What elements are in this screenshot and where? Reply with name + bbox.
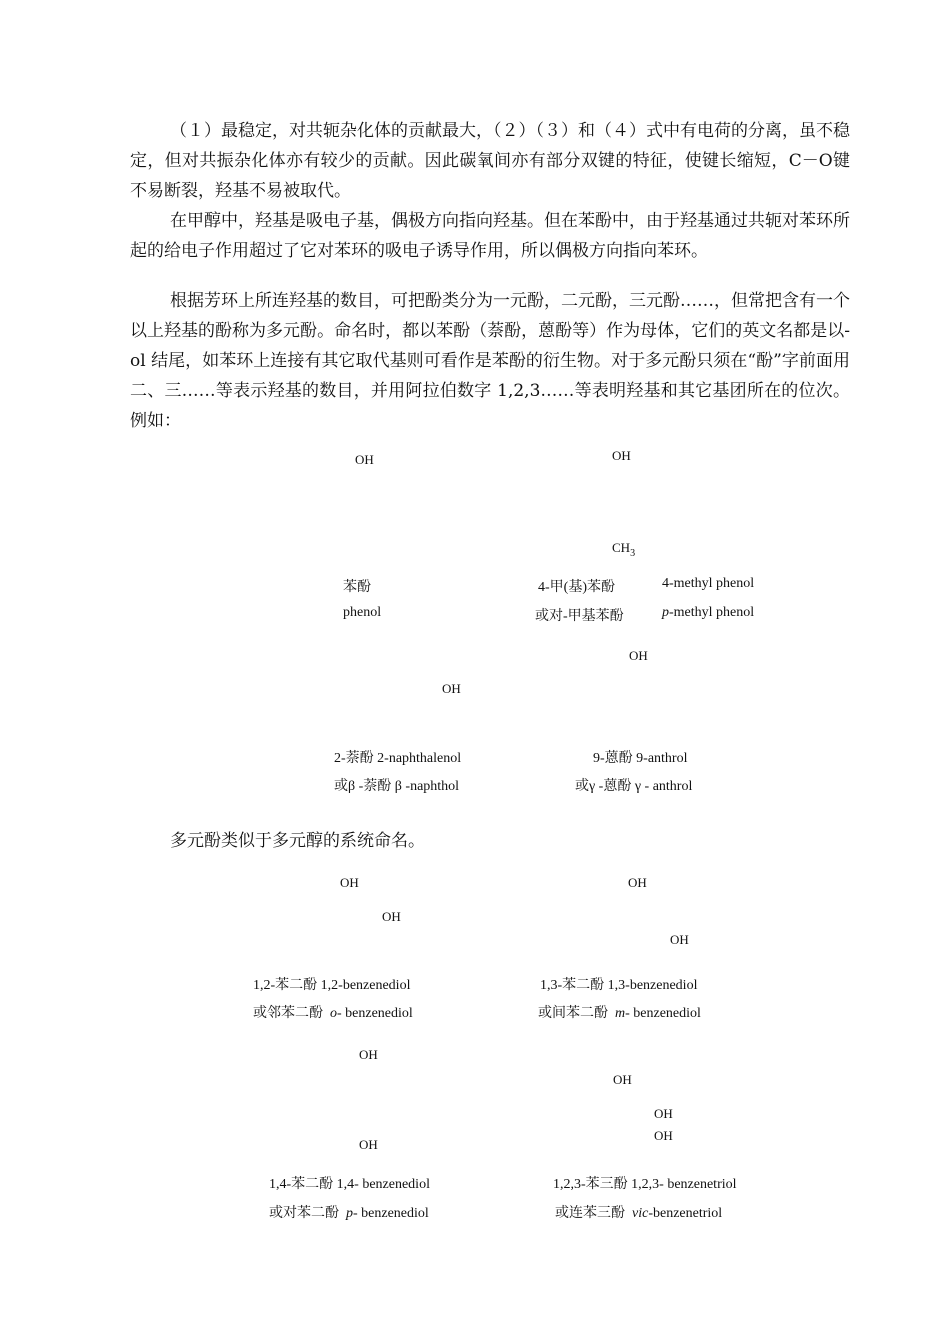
name-suffix: -benzenetriol xyxy=(648,1206,723,1221)
compound-alt-name-en xyxy=(662,605,754,621)
paragraph-polyphenol xyxy=(130,826,850,856)
paragraph-text: 多元酚类似于多元醇的系统命名。 xyxy=(170,831,425,851)
name-suffix: - benzenediol xyxy=(337,1006,413,1021)
oh-label: OH xyxy=(382,909,401,924)
ch3-subscript: 3 xyxy=(630,548,636,559)
compound-alt-name xyxy=(538,1002,701,1022)
compound-name: 1,4-苯二酚 1,4- benzenediol xyxy=(269,1177,430,1192)
compound-name: 1,2-苯二酚 1,2-benzenediol xyxy=(253,978,411,993)
alt-name-cn: 或对苯二酚 xyxy=(269,1206,339,1221)
paragraph-nomenclature xyxy=(130,286,850,436)
compound-name-cn: 4-甲(基)苯酚 xyxy=(538,580,615,595)
name-suffix: -methyl phenol xyxy=(669,605,755,620)
compound-name-en: 4-methyl phenol xyxy=(662,576,755,591)
name-suffix: - benzenediol xyxy=(625,1006,701,1021)
compound-name: 9-蒽酚 9-anthrol xyxy=(593,751,688,766)
oh-label: OH xyxy=(355,452,374,467)
oh-label: OH xyxy=(654,1106,673,1121)
locant-prefix: vic xyxy=(632,1206,649,1221)
oh-label: OH xyxy=(340,875,359,890)
oh-label: OH xyxy=(628,875,647,890)
compound-alt-name xyxy=(269,1202,429,1222)
ch3-label xyxy=(612,540,635,559)
compound-alt-name-cn: 或对-甲基苯酚 xyxy=(535,609,624,624)
name-suffix: - benzenediol xyxy=(353,1206,429,1221)
compound-alt-name xyxy=(253,1002,413,1022)
paragraph-text: （１）最稳定，对共轭杂化体的贡献最大，（２）（３）和（４）式中有电荷的分离，虽不稳定，但对共振杂化体亦有较少的贡献。因此碳氧间亦有部分双键的特征，使键长缩短，C－O键不易断裂，羟基不易被取代。 xyxy=(130,121,850,201)
compound-name-en: phenol xyxy=(343,605,382,620)
oh-label: OH xyxy=(442,681,461,696)
locant-prefix: p xyxy=(662,605,669,620)
ch3-main: CH xyxy=(612,540,631,555)
locant-prefix: m xyxy=(615,1006,626,1021)
paragraph-text: 根据芳环上所连羟基的数目，可把酚类分为一元酚，二元酚，三元酚……，但常把含有一个以上羟基的酚称为多元酚。命名时，都以苯酚（萘酚，蒽酚等）作为母体，它们的英文名都是以-ol 结尾，如苯环上连接有其它取代基则可看作是苯酚的衍生物。对于多元酚只须在“酚”字前面用二、三……等表示羟基的数目，并用阿拉伯数字 1,2,3……等表明羟基和其它基团所在的位次。例如： xyxy=(130,291,850,431)
paragraph-resonance xyxy=(130,116,850,206)
compound-name: 2-萘酚 2-naphthalenol xyxy=(334,751,462,766)
oh-label: OH xyxy=(670,932,689,947)
paragraph-text: 在甲醇中，羟基是吸电子基，偶极方向指向羟基。但在苯酚中，由于羟基通过共轭对苯环所起的给电子作用超过了它对苯环的吸电子诱导作用，所以偶极方向指向苯环。 xyxy=(130,211,850,261)
alt-name-cn: 或间苯二酚 xyxy=(538,1006,608,1021)
oh-label: OH xyxy=(359,1047,378,1062)
paragraph-dipole xyxy=(130,206,850,266)
oh-label: OH xyxy=(654,1128,673,1143)
compound-alt-name: 或β -萘酚 β -naphthol xyxy=(334,779,460,794)
oh-label: OH xyxy=(613,1072,632,1087)
compound-name-cn: 苯酚 xyxy=(343,580,371,595)
locant-prefix: o xyxy=(330,1006,337,1021)
oh-label: OH xyxy=(629,648,648,663)
locant-prefix: p xyxy=(346,1206,353,1221)
compound-alt-name xyxy=(555,1202,722,1222)
compound-alt-name: 或γ -蒽酚 γ - anthrol xyxy=(575,779,693,794)
oh-label: OH xyxy=(359,1137,378,1152)
oh-label: OH xyxy=(612,448,631,463)
compound-name: 1,2,3-苯三酚 1,2,3- benzenetriol xyxy=(553,1177,737,1192)
compound-name: 1,3-苯二酚 1,3-benzenediol xyxy=(540,978,698,993)
alt-name-cn: 或邻苯二酚 xyxy=(253,1006,323,1021)
alt-name-cn: 或连苯三酚 xyxy=(555,1206,625,1221)
